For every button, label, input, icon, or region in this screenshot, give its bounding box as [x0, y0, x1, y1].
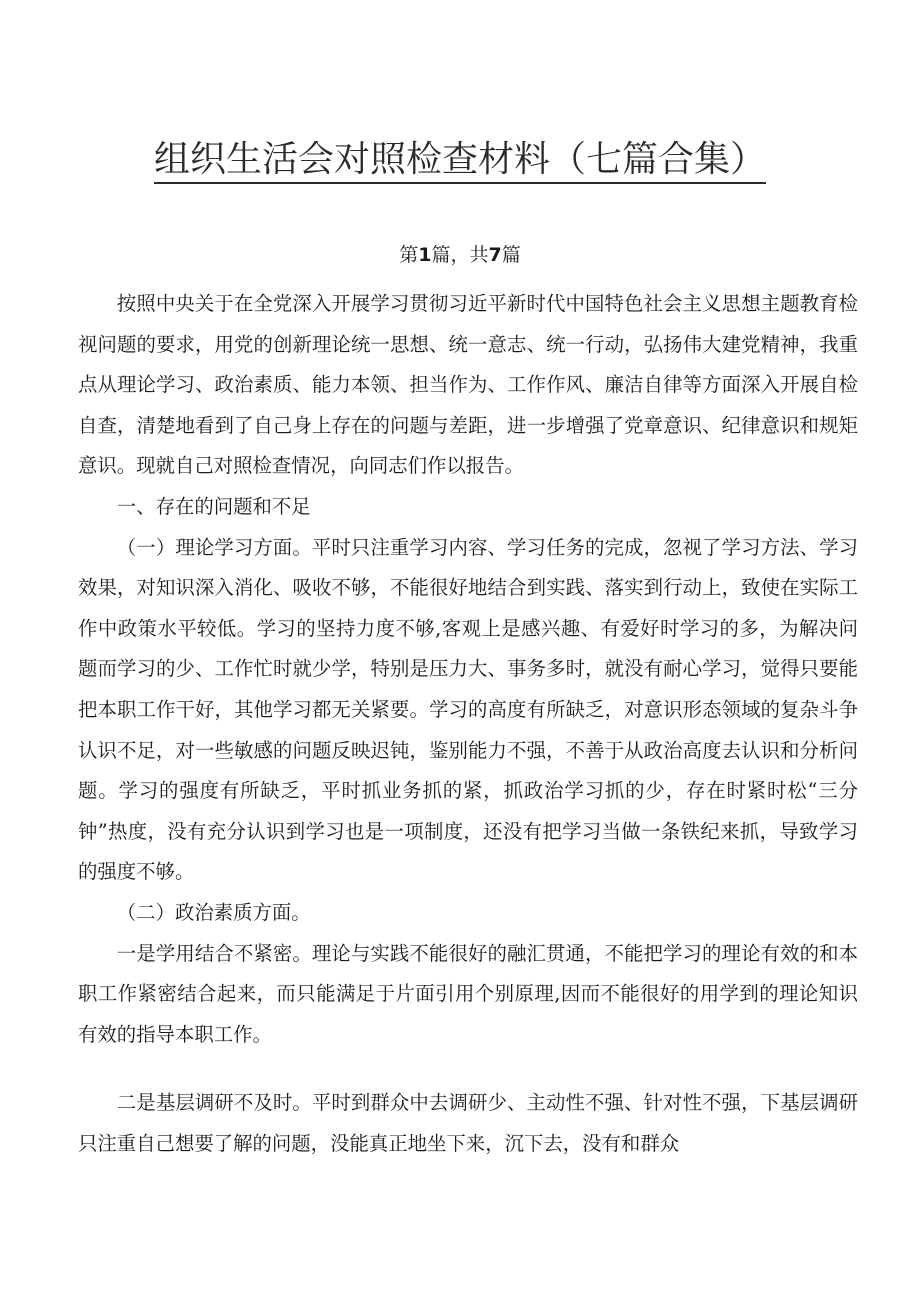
- paragraph-study-application: 一是学用结合不紧密。理论与实践不能很好的融汇贯通，不能把学习的理论有效的和本职工作紧密结合起来，而只能满足于片面引用个别原理,因而不能很好的用学到的理论知识有效的指导本职工作。: [78, 941, 858, 1046]
- paragraph-theory-study: （一）理论学习方面。平时只注重学习内容、学习任务的完成，忽视了学习方法、学习效果，对知识深入消化、吸收不够，不能很好地结合到实践、落实到行动上，致使在实际工作中政策水平较低。学习的坚持力度不够,客观上是感兴趣、有爱好时学习的多，为解决问题而学习的少、工作忙时就少学，特别是压力大、事务多时，就没有耐心学习，觉得只要能把本职工作干好，其他学习都无关紧要。学习的高度有所缺乏，对意识形态领域的复杂斗争认识不足，对一些敏感的问题反映迟钝，鉴别能力不强，不善于从政治高度去认识和分析问题。学习的强度有所缺乏，平时抓业务抓的紧，抓政治学习抓的少，存在时紧时松“三分钟”热度，没有充分认识到学习也是一项制度，还没有把学习当做一条铁纪来抓，导致学习的强度不够。: [78, 535, 858, 884]
- paragraph-intro: 按照中央关于在全党深入开展学习贯彻习近平新时代中国特色社会主义思想主题教育检视问题的要求，用党的创新理论统一思想、统一意志、统一行动，弘扬伟大建党精神，我重点从理论学习、政治素质、能力本领、担当作为、工作作风、廉洁自律等方面深入开展自检自查，清楚地看到了自己身上存在的问题与差距，进一步增强了党章意识、纪律意识和规矩意识。现就自己对照检查情况，向同志们作以报告。: [78, 292, 858, 478]
- document-title-text: 组织生活会对照检查材料（七篇合集）: [154, 139, 766, 184]
- document-body: [78, 284, 858, 1164]
- part-total-number: 7: [488, 244, 502, 266]
- document-title: [0, 136, 920, 184]
- section-heading-problems: 一、存在的问题和不足: [116, 494, 311, 518]
- paragraph-grassroots-research: 二是基层调研不及时。平时到群众中去调研少、主动性不强、针对性不强，下基层调研只注重自己想要了解的问题，没能真正地坐下来，沉下去，没有和群众: [78, 1091, 858, 1155]
- part-prefix: 第: [399, 244, 419, 266]
- part-middle: 篇，共: [431, 244, 489, 266]
- part-indicator: [0, 241, 920, 269]
- part-suffix: 篇: [501, 244, 521, 266]
- part-current-number: 1: [418, 244, 432, 266]
- subheading-political-quality: （二）政治素质方面。: [116, 900, 311, 924]
